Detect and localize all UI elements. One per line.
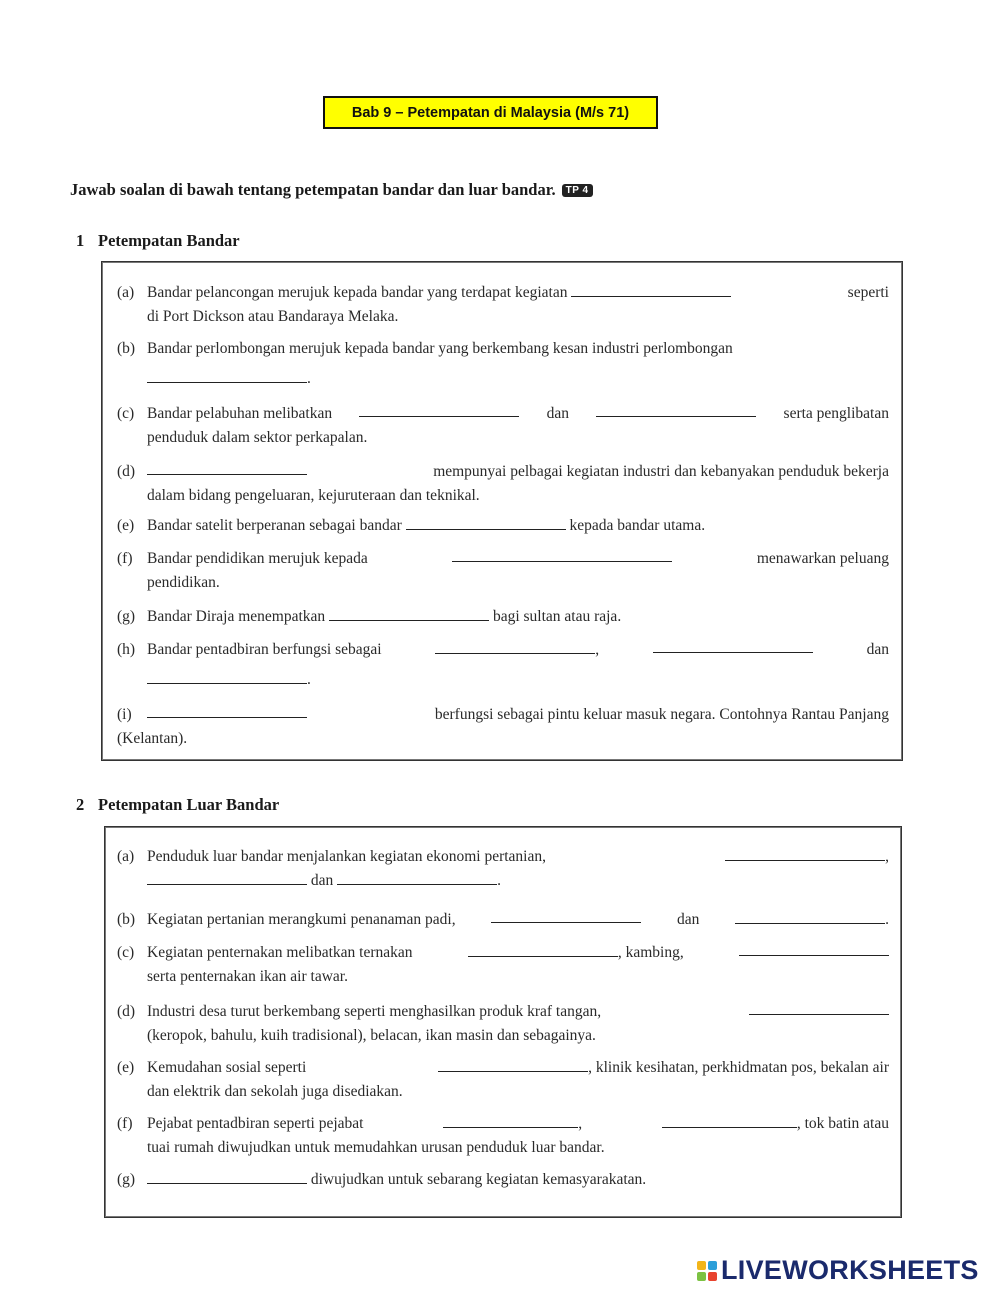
item-1h: (h) Bandar pentadbiran berfungsi sebagai , dan . <box>117 638 889 692</box>
blank-2e-1[interactable] <box>438 1057 588 1072</box>
blank-1c-2[interactable] <box>596 402 756 417</box>
blank-1f-1[interactable] <box>452 547 672 562</box>
item-2b: (b) Kegiatan pertanian merangkumi penanaman padi, dan . <box>117 908 889 932</box>
blank-2a-2[interactable] <box>147 870 307 885</box>
blank-2f-1[interactable] <box>443 1113 578 1128</box>
blank-2f-2[interactable] <box>662 1113 797 1128</box>
item-1i: (i) berfungsi sebagai pintu keluar masuk negara. Contohnya Rantau Panjang (Kelantan). <box>117 703 889 751</box>
blank-1c-1[interactable] <box>359 402 519 417</box>
item-1c: (c) Bandar pelabuhan melibatkan dan serta penglibatan penduduk dalam sektor perkapalan. <box>117 402 889 450</box>
item-1d: (d) mempunyai pelbagai kegiatan industri dan kebanyakan penduduk bekerja dalam bidang pengeluaran, kejuruteraan dan teknikal. <box>117 460 889 508</box>
blank-1i-1[interactable] <box>147 703 307 718</box>
chapter-title: Bab 9 – Petempatan di Malaysia (M/s 71) <box>351 104 630 121</box>
item-2f: (f) Pejabat pentadbiran seperti pejabat , , tok batin atau tuai rumah diwujudkan untuk memudahkan urusan penduduk luar bandar. <box>117 1115 889 1156</box>
section-2-title-text: Petempatan Luar Bandar <box>98 795 280 814</box>
chapter-title-box <box>323 96 658 129</box>
item-2c: (c) Kegiatan penternakan melibatkan ternakan , kambing, serta penternakan ikan air tawar. <box>117 941 889 989</box>
instruction-text: Jawab soalan di bawah tentang petempatan bandar dan luar bandar. <box>70 180 556 199</box>
logo-text: LIVEWORKSHEETS <box>721 1255 979 1285</box>
blank-2b-2[interactable] <box>735 909 885 924</box>
blank-1e-1[interactable] <box>406 515 566 530</box>
section-1-title-text: Petempatan Bandar <box>98 231 240 250</box>
item-1b: (b) Bandar perlombongan merujuk kepada bandar yang berkembang kesan industri perlombongan . <box>117 340 733 387</box>
tp-badge: TP 4 <box>562 184 593 197</box>
blank-2a-1[interactable] <box>725 846 885 861</box>
item-2a: (a) Penduduk luar bandar menjalankan kegiatan ekonomi pertanian, , dan . <box>117 848 889 889</box>
instruction <box>70 180 593 200</box>
blank-2c-2[interactable] <box>739 941 889 956</box>
item-1f: (f) Bandar pendidikan merujuk kepada menawarkan peluang pendidikan. <box>117 547 889 595</box>
liveworksheets-logo[interactable] <box>697 1255 979 1286</box>
section-1-number: 1 <box>76 231 85 250</box>
section-1-title <box>76 231 240 251</box>
blank-2g-1[interactable] <box>147 1169 307 1184</box>
blank-1h-3[interactable] <box>147 669 307 684</box>
blank-1h-2[interactable] <box>653 638 813 653</box>
blank-1b-1[interactable] <box>147 368 307 383</box>
item-2d: (d) Industri desa turut berkembang seperti menghasilkan produk kraf tangan, (keropok, bahulu, kuih tradisional), belacan, ikan masin dan sebagainya. <box>117 1000 889 1048</box>
blank-2a-3[interactable] <box>337 870 497 885</box>
blank-1d-1[interactable] <box>147 460 307 475</box>
logo-icon <box>697 1261 717 1281</box>
blank-1a-1[interactable] <box>571 282 731 297</box>
blank-1g-1[interactable] <box>329 606 489 621</box>
item-1a: (a) Bandar pelancongan merujuk kepada bandar yang terdapat kegiatan seperti di Port Dickson atau Bandaraya Melaka. <box>117 284 889 325</box>
blank-1h-1[interactable] <box>435 639 595 654</box>
item-2e: (e) Kemudahan sosial seperti , klinik kesihatan, perkhidmatan pos, bekalan air dan elektrik dan sekolah juga disediakan. <box>117 1059 889 1100</box>
item-2g: (g) diwujudkan untuk sebarang kegiatan kemasyarakatan. <box>117 1171 647 1188</box>
section-2-title <box>76 795 279 815</box>
blank-2d-1[interactable] <box>749 1000 889 1015</box>
section-2-number: 2 <box>76 795 85 814</box>
blank-2b-1[interactable] <box>491 908 641 923</box>
blank-2c-1[interactable] <box>468 942 618 957</box>
item-1g: (g) Bandar Diraja menempatkan bagi sultan atau raja. <box>117 608 622 625</box>
item-1e: (e) Bandar satelit berperanan sebagai bandar kepada bandar utama. <box>117 517 706 534</box>
